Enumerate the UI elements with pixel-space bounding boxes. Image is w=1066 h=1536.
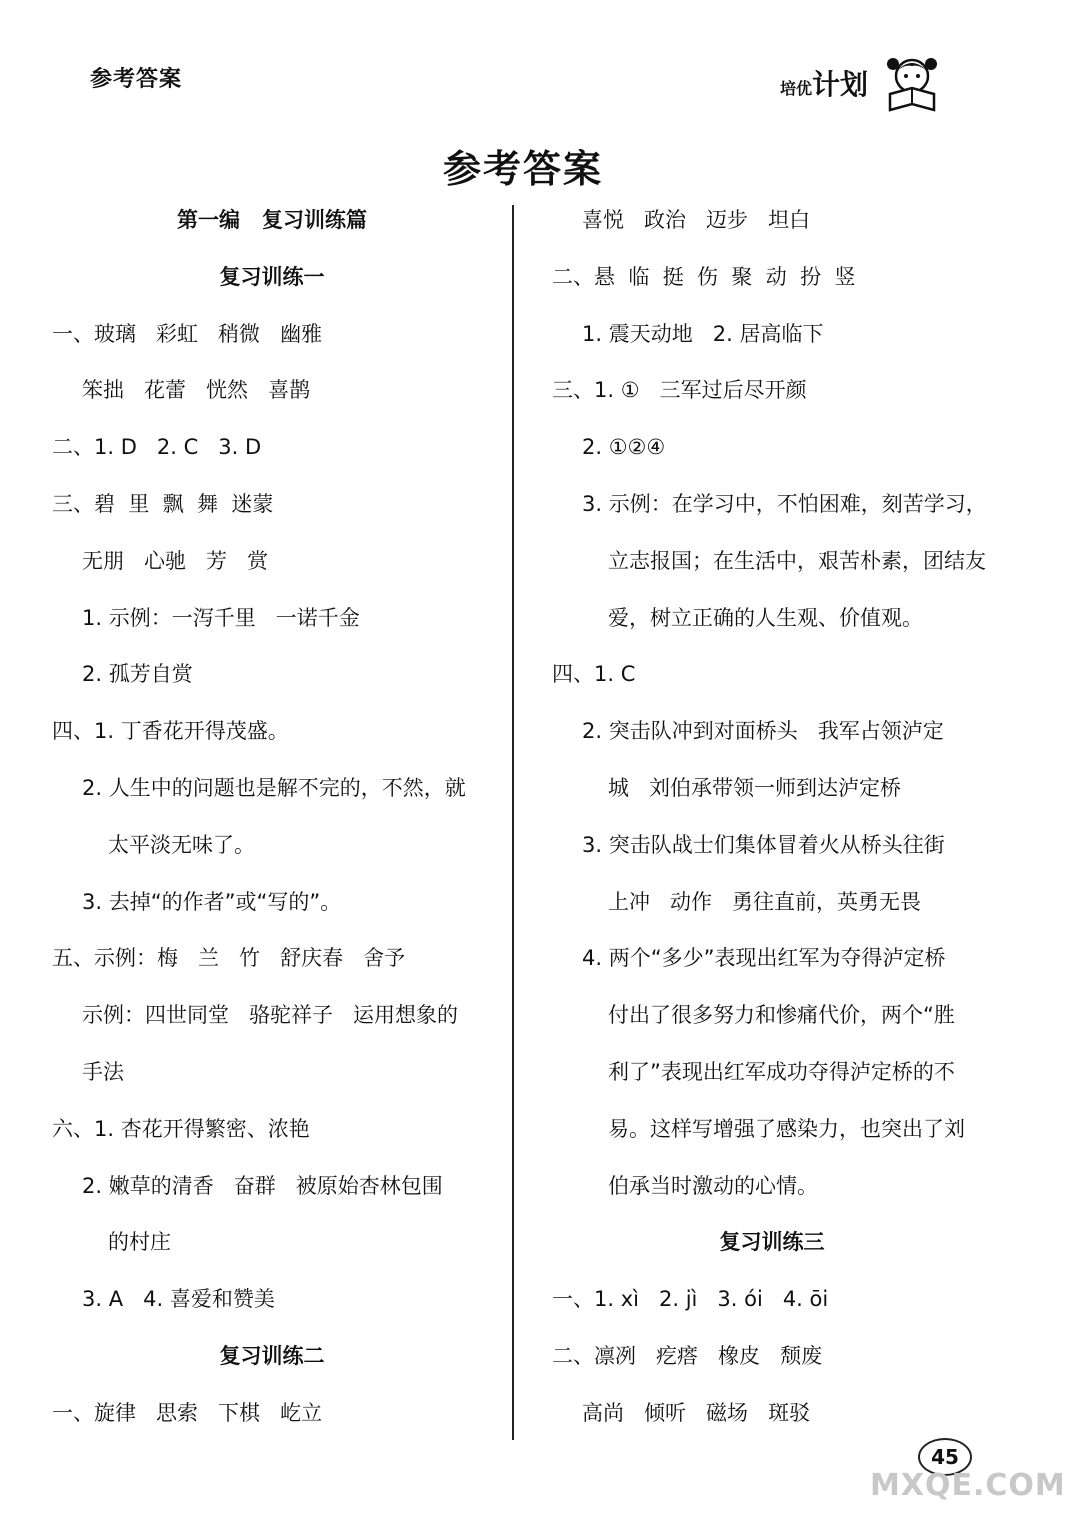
answer-line: 五、示例：梅 兰 竹 舒庆春 舍予 <box>52 946 406 971</box>
answer-line: 二、1. D 2. C 3. D <box>52 435 262 460</box>
answer-line: 太平淡无味了。 <box>108 832 255 857</box>
answer-line: 利了”表现出红军成功夺得泸定桥的不 <box>608 1060 955 1084</box>
brand-text <box>780 63 868 103</box>
answer-line: 示例：四世同堂 骆驼祥子 运用想象的 <box>82 1003 459 1028</box>
answer-line: 高尚 倾听 磁场 斑驳 <box>582 1400 811 1425</box>
column-divider <box>512 205 514 1440</box>
section-heading: 复习训练一 <box>219 264 325 289</box>
answer-line: 笨拙 花蕾 恍然 喜鹊 <box>82 378 311 403</box>
answer-line: 三、1. ① 三军过后尽开颜 <box>552 378 807 403</box>
answer-line: 一、旋律 思索 下棋 屹立 <box>52 1400 323 1425</box>
answer-line: 1. 震天动地 2. 居高临下 <box>582 321 824 346</box>
answer-line: 2. 人生中的问题也是解不完的，不然，就 <box>82 776 466 800</box>
answer-line: 3. 突击队战士们集体冒着火从桥头往街 <box>582 832 945 857</box>
answer-line: 三、碧 里 飘 舞 迷蒙 <box>52 492 274 516</box>
answer-line: 2. ①②④ <box>582 435 666 460</box>
answer-line: 1. 示例：一泻千里 一诺千金 <box>82 605 360 630</box>
answer-line: 一、玻璃 彩虹 稍微 幽雅 <box>52 321 323 346</box>
answer-line: 易。这样写增强了感染力，也突出了刘 <box>608 1116 965 1141</box>
page-number: 45 <box>918 1438 972 1476</box>
answer-line: 二、悬 临 挺 伤 聚 动 扮 竖 <box>552 264 856 289</box>
answer-line: 无朋 心驰 芳 赏 <box>82 548 269 573</box>
page-title: 参考答案 <box>442 147 603 191</box>
answer-line: 一、1. xì 2. jì 3. ói 4. ōi <box>552 1287 829 1312</box>
answer-line: 2. 嫩草的清香 奋群 被原始杏林包围 <box>82 1173 443 1198</box>
answer-line: 的村庄 <box>108 1230 171 1255</box>
answer-line: 付出了很多努力和惨痛代价，两个“胜 <box>608 1003 955 1028</box>
girl-reading-icon <box>882 52 942 114</box>
section-heading: 第一编 复习训练篇 <box>177 208 367 232</box>
answer-line: 爱，树立正确的人生观、价值观。 <box>608 605 923 630</box>
answer-line: 二、凛冽 疙瘩 橡皮 颓废 <box>552 1344 823 1368</box>
answer-line: 上冲 动作 勇往直前，英勇无畏 <box>608 889 922 914</box>
answer-line: 立志报国；在生活中，艰苦朴素，团结友 <box>608 548 986 573</box>
section-heading: 复习训练三 <box>719 1230 825 1255</box>
answer-line: 四、1. 丁香花开得茂盛。 <box>52 719 289 744</box>
watermark: MXQE.COM <box>870 1468 1066 1503</box>
header-section-label: 参考答案 <box>90 67 183 92</box>
answer-line: 城 刘伯承带领一师到达泸定桥 <box>608 776 902 800</box>
answer-line: 喜悦 政治 迈步 坦白 <box>582 208 811 232</box>
brand-small-text: 培优 <box>780 79 813 98</box>
answer-line: 3. 示例：在学习中，不怕困难，刻苦学习， <box>582 492 987 516</box>
answer-line: 4. 两个“多少”表现出红军为夺得泸定桥 <box>582 946 946 971</box>
answer-line: 四、1. C <box>552 662 636 687</box>
brand-main-text: 计划 <box>812 68 869 101</box>
answer-line: 2. 孤芳自赏 <box>82 662 193 687</box>
answer-line: 3. 去掉“的作者”或“写的”。 <box>82 889 342 914</box>
brand-logo <box>780 52 942 114</box>
answer-line: 2. 突击队冲到对面桥头 我军占领泸定 <box>582 719 944 744</box>
answer-line: 六、1. 杏花开得繁密、浓艳 <box>52 1116 310 1141</box>
answer-line: 伯承当时激动的心情。 <box>608 1173 818 1198</box>
answer-line: 3. A 4. 喜爱和赞美 <box>82 1287 275 1312</box>
section-heading: 复习训练二 <box>219 1344 325 1368</box>
answer-line: 手法 <box>82 1060 124 1084</box>
